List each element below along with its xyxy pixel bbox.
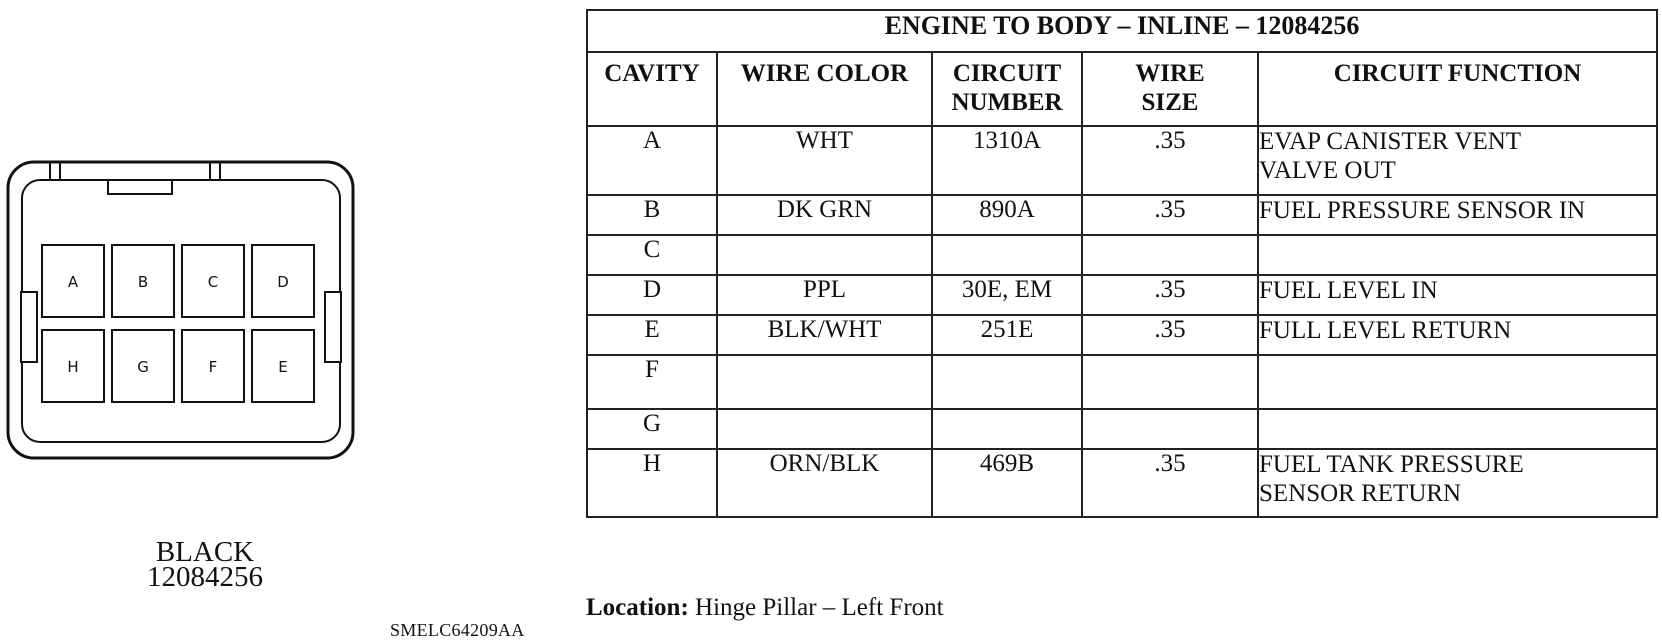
connector-caption [110,536,300,593]
table-row [587,126,1657,195]
table-row [587,409,1657,449]
cell-circuit-number [932,409,1082,449]
cell-circuit-function [1258,449,1657,517]
circuit-function-line2: VALVE OUT [1259,157,1396,184]
cell-wire-size [1082,235,1258,275]
circuit-function-line1: FUEL PRESSURE SENSOR IN [1259,197,1586,224]
cell-circuit-number: 469B [932,449,1082,517]
location-label: Location: [586,594,689,621]
cell-circuit-number [932,355,1082,409]
header-cavity: CAVITY [587,52,717,126]
cell-wire-size: .35 [1082,126,1258,195]
header-wire-size-line1: WIRE [1135,60,1205,87]
cell-circuit-number [932,235,1082,275]
cell-wire-color [717,355,932,409]
connector-color-label: BLACK [155,536,255,568]
cavity-label-a: A [67,273,79,291]
cell-wire-size: .35 [1082,449,1258,517]
table-row [587,195,1657,235]
location-value: Hinge Pillar – Left Front [695,594,944,621]
connector-left-lock-tab [21,292,37,362]
cell-wire-size [1082,355,1258,409]
figure-id: SMELC64209AA [390,620,525,640]
cell-wire-color [717,409,932,449]
header-wire-size [1082,52,1258,126]
cell-circuit-number: 251E [932,315,1082,355]
cavity-label-c: C [207,273,219,291]
circuit-function-line1: FUEL TANK PRESSURE [1259,451,1524,478]
connector-top-latch [50,162,220,194]
cavity-label-d: D [277,273,289,291]
table-row [587,355,1657,409]
location-line [586,594,944,622]
connector-face-diagram [0,160,360,470]
cell-circuit-function [1258,315,1657,355]
cell-circuit-function [1258,275,1657,315]
table-title: ENGINE TO BODY – INLINE – 12084256 [587,10,1657,52]
header-wire-color: WIRE COLOR [717,52,932,126]
cell-wire-size: .35 [1082,315,1258,355]
cell-circuit-function [1258,409,1657,449]
circuit-function-line1: FULL LEVEL RETURN [1259,317,1512,344]
header-circuit-function: CIRCUIT FUNCTION [1258,52,1657,126]
cell-wire-color [717,235,932,275]
cell-circuit-function [1258,195,1657,235]
cell-cavity: F [587,355,717,409]
pinout-table [586,9,1658,518]
cell-cavity: A [587,126,717,195]
cell-wire-size [1082,409,1258,449]
circuit-function-line1: EVAP CANISTER VENT [1259,128,1522,155]
table-row [587,235,1657,275]
table-row [587,275,1657,315]
cell-wire-color: DK GRN [717,195,932,235]
connector-right-lock-tab [325,292,341,362]
cell-circuit-number: 890A [932,195,1082,235]
cell-wire-color: BLK/WHT [717,315,932,355]
cell-cavity: E [587,315,717,355]
cavity-label-f: F [208,358,218,376]
cavity-label-g: G [137,358,149,376]
circuit-function-line1: FUEL LEVEL IN [1259,277,1438,304]
cell-circuit-function [1258,235,1657,275]
cell-cavity: B [587,195,717,235]
cell-cavity: D [587,275,717,315]
cavity-label-h: H [67,358,79,376]
circuit-function-line2: SENSOR RETURN [1259,480,1462,507]
cell-cavity: C [587,235,717,275]
cell-cavity: H [587,449,717,517]
cell-cavity: G [587,409,717,449]
connector-outer-shell [8,162,353,458]
cell-circuit-number: 1310A [932,126,1082,195]
header-circuit-number-line1: CIRCUIT [952,60,1062,87]
table-header-row [587,52,1657,126]
cavity-label-b: B [137,273,149,291]
table-row [587,449,1657,517]
cell-wire-size: .35 [1082,275,1258,315]
table-row [587,315,1657,355]
cell-wire-color: ORN/BLK [717,449,932,517]
cell-wire-color: PPL [717,275,932,315]
cell-circuit-function [1258,126,1657,195]
cavity-grid [42,245,314,402]
header-circuit-number [932,52,1082,126]
cavity-label-e: E [278,358,288,376]
cell-circuit-function [1258,355,1657,409]
cell-wire-color: WHT [717,126,932,195]
cell-circuit-number: 30E, EM [932,275,1082,315]
connector-part-number: 12084256 [147,561,263,593]
header-circuit-number-line2: NUMBER [951,89,1063,116]
header-wire-size-line2: SIZE [1141,89,1199,116]
cell-wire-size: .35 [1082,195,1258,235]
